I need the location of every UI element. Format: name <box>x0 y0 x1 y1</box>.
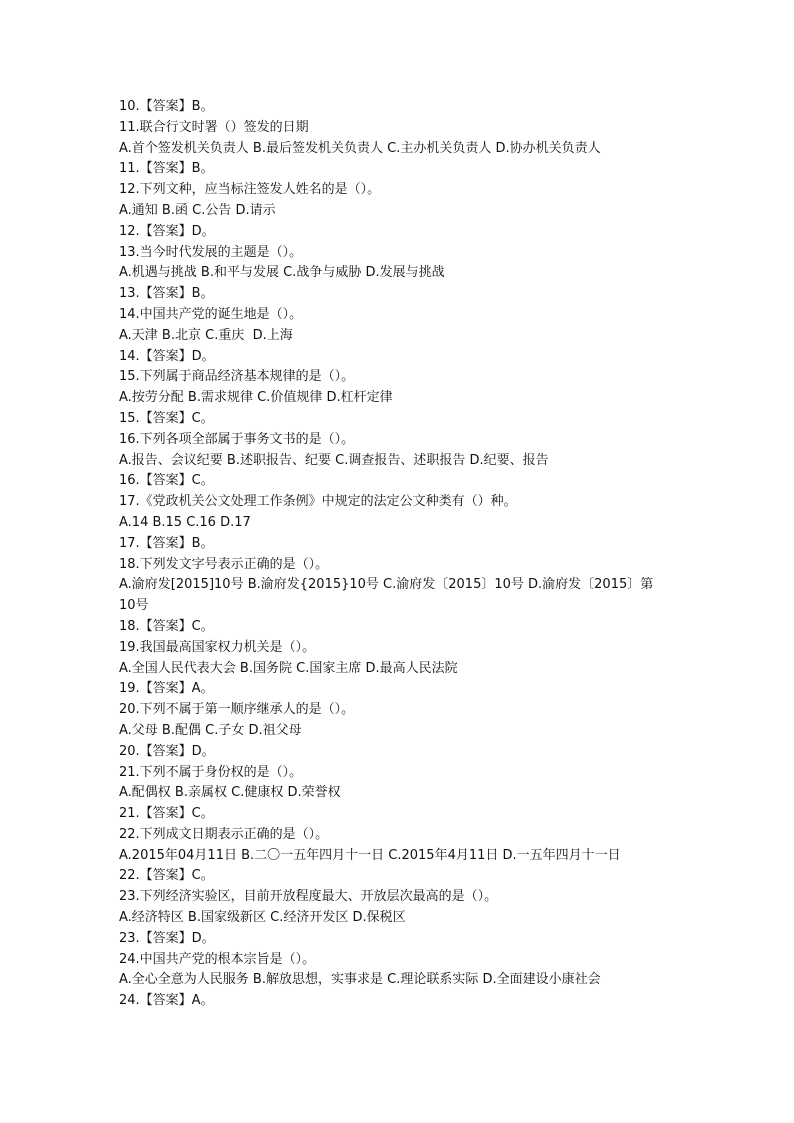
answer-line: 15.【答案】C。 <box>119 410 214 426</box>
question-line: 13.当今时代发展的主题是（）。 <box>119 244 303 260</box>
answer-line: 22.【答案】C。 <box>119 868 214 884</box>
options-line: A.报告、会议纪要 B.述职报告、纪要 C.调查报告、述职报告 D.纪要、报告 <box>119 452 549 468</box>
answer-line: 19.【答案】A。 <box>119 681 214 697</box>
options-line: A.14 B.15 C.16 D.17 <box>119 514 251 530</box>
options-line: A.渝府发[2015]10号 B.渝府发{2015}10号 C.渝府发〔2015〕10号 D.渝府发〔2015〕第 <box>119 577 654 593</box>
question-line: 22.下列成文日期表示正确的是（）。 <box>119 826 329 842</box>
options-line-continued: 10号 <box>119 598 149 614</box>
options-line: A.首个签发机关负责人 B.最后签发机关负责人 C.主办机关负责人 D.协办机关负责人 <box>119 140 601 156</box>
document-page <box>119 97 679 1012</box>
options-line: A.天津 B.北京 C.重庆 D.上海 <box>119 327 293 343</box>
options-line: A.配偶权 B.亲属权 C.健康权 D.荣誉权 <box>119 785 341 801</box>
answer-line: 12.【答案】D。 <box>119 223 215 239</box>
question-line: 12.下列文种，应当标注签发人姓名的是（）。 <box>119 182 381 198</box>
question-line: 24.中国共产党的根本宗旨是（）。 <box>119 951 316 967</box>
question-line: 21.下列不属于身份权的是（）。 <box>119 764 303 780</box>
options-line: A.机遇与挑战 B.和平与发展 C.战争与威胁 D.发展与挑战 <box>119 265 445 281</box>
options-line: A.按劳分配 B.需求规律 C.价值规律 D.杠杆定律 <box>119 390 393 406</box>
question-line: 18.下列发文字号表示正确的是（）。 <box>119 556 329 572</box>
answer-line: 24.【答案】A。 <box>119 993 214 1009</box>
question-line: 20.下列不属于第一顺序继承人的是（）。 <box>119 702 355 718</box>
answer-line: 10.【答案】B。 <box>119 99 214 114</box>
options-line: A.全心全意为人民服务 B.解放思想，实事求是 C.理论联系实际 D.全面建设小康社会 <box>119 972 601 988</box>
answer-line: 16.【答案】C。 <box>119 473 214 489</box>
answer-line: 11.【答案】B。 <box>119 161 214 177</box>
answer-line: 14.【答案】D。 <box>119 348 215 364</box>
question-line: 23.下列经济实验区，目前开放程度最大、开放层次最高的是（）。 <box>119 889 498 905</box>
question-line: 11.联合行文时署（）签发的日期 <box>119 119 309 135</box>
answer-line: 18.【答案】C。 <box>119 618 214 634</box>
question-line: 19.我国最高国家权力机关是（）。 <box>119 639 316 655</box>
options-line: A.经济特区 B.国家级新区 C.经济开发区 D.保税区 <box>119 910 406 926</box>
answer-line: 13.【答案】B。 <box>119 286 214 302</box>
question-line: 15.下列属于商品经济基本规律的是（）。 <box>119 369 355 385</box>
question-line: 16.下列各项全部属于事务文书的是（）。 <box>119 431 355 447</box>
question-line: 14.中国共产党的诞生地是（）。 <box>119 306 303 322</box>
answer-line: 21.【答案】C。 <box>119 806 214 822</box>
options-line: A.2015年04月11日 B.二〇一五年四月十一日 C.2015年4月11日 D.一五年四月十一日 <box>119 847 621 863</box>
options-line: A.全国人民代表大会 B.国务院 C.国家主席 D.最高人民法院 <box>119 660 458 676</box>
answer-line: 20.【答案】D。 <box>119 743 215 759</box>
options-line: A.通知 B.函 C.公告 D.请示 <box>119 202 276 218</box>
question-line: 17.《党政机关公文处理工作条例》中规定的法定公文种类有（）种。 <box>119 494 517 510</box>
options-line: A.父母 B.配偶 C.子女 D.祖父母 <box>119 722 302 738</box>
answer-line: 17.【答案】B。 <box>119 535 214 551</box>
answer-line: 23.【答案】D。 <box>119 930 215 946</box>
